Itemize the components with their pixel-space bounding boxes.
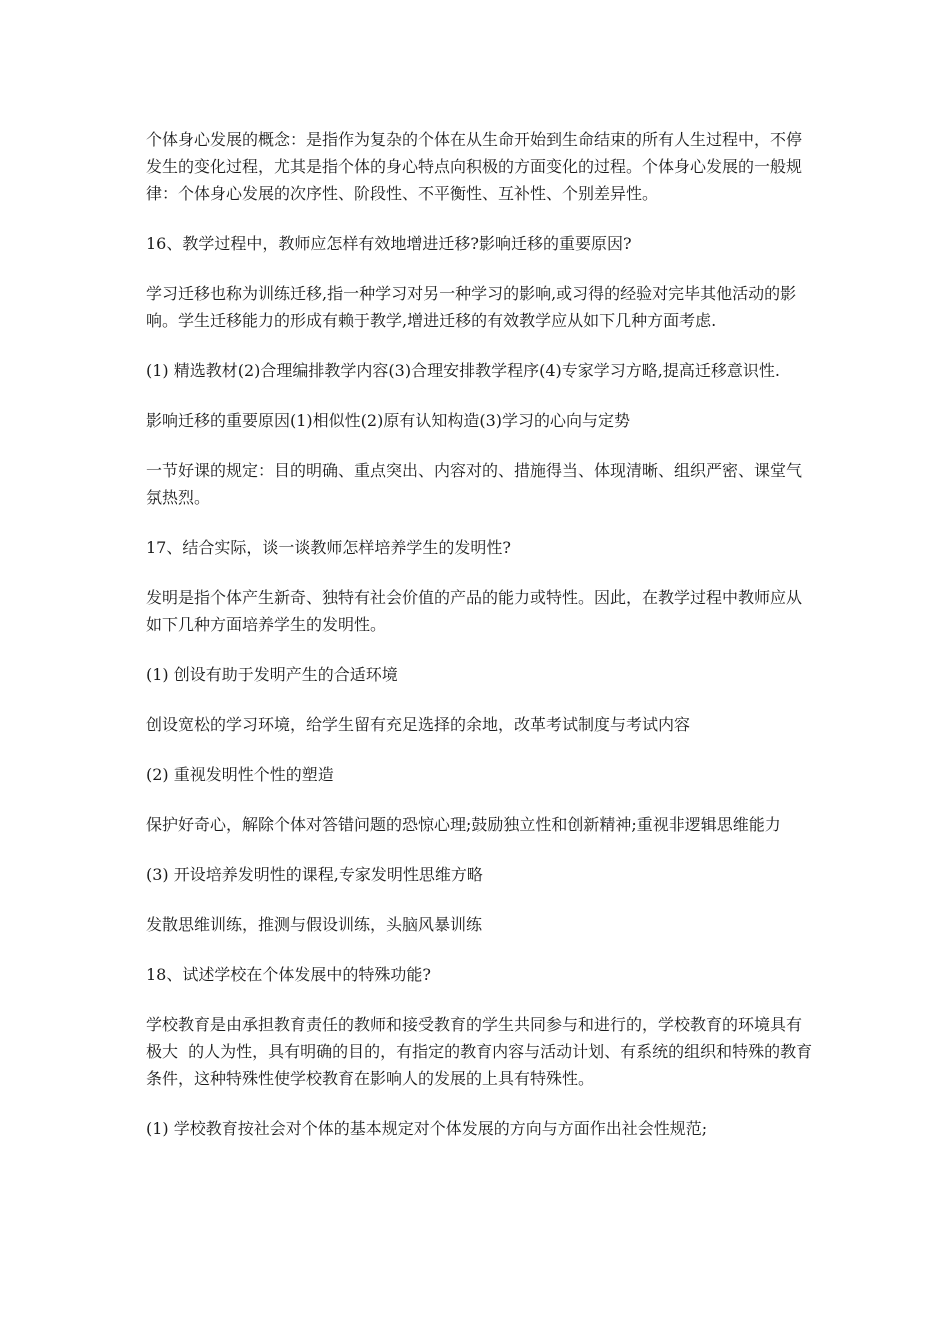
- document-body: [146, 126, 816, 1165]
- paragraph-transfer-factors: 影响迁移的重要原因(1)相似性(2)原有认知构造(3)学习的心向与定势: [146, 411, 630, 430]
- list-item-creativity-2: (2) 重视发明性个性的塑造: [146, 765, 334, 784]
- paragraph-school-education: 学校教育是由承担教育责任的教师和接受教育的学生共同参与和进行的，学校教育的环境具有极大 的人为性，具有明确的目的，有指定的教育内容与活动计划、有系统的组织和特殊的教育条件，这种特殊性使学校教育在影响人的发展的上具有特殊性。: [146, 1015, 813, 1088]
- question-17-heading: 17、结合实际，谈一谈教师怎样培养学生的发明性?: [146, 538, 511, 557]
- paragraph-good-lesson: 一节好课的规定：目的明确、重点突出、内容对的、措施得当、体现清晰、组织严密、课堂气氛热烈。: [146, 461, 803, 507]
- list-item-school-function-1: (1) 学校教育按社会对个体的基本规定对个体发展的方向与方面作出社会性规范;: [146, 1119, 708, 1138]
- question-18-heading: 18、试述学校在个体发展中的特殊功能?: [146, 965, 431, 984]
- paragraph-transfer-measures: (1) 精选教材(2)合理编排教学内容(3)合理安排教学程序(4)专家学习方略,提高迁移意识性.: [146, 361, 780, 380]
- question-16-heading: 16、教学过程中，教师应怎样有效地增进迁移?影响迁移的重要原因?: [146, 234, 632, 253]
- paragraph-development-concept: 个体身心发展的概念：是指作为复杂的个体在从生命开始到生命结束的所有人生过程中，不停发生的变化过程，尤其是指个体的身心特点向积极的方面变化的过程。个体身心发展的一般规律：个体身心发展的次序性、阶段性、不平衡性、互补性、个别差异性。: [146, 130, 803, 203]
- paragraph-creativity-1-detail: 创设宽松的学习环境，给学生留有充足选择的余地，改革考试制度与考试内容: [146, 715, 691, 734]
- paragraph-creativity-definition: 发明是指个体产生新奇、独特有社会价值的产品的能力或特性。因此，在教学过程中教师应从如下几种方面培养学生的发明性。: [146, 588, 803, 634]
- list-item-creativity-3: (3) 开设培养发明性的课程,专家发明性思维方略: [146, 865, 483, 884]
- paragraph-transfer-definition: 学习迁移也称为训练迁移,指一种学习对另一种学习的影响,或习得的经验对完毕其他活动的影响。学生迁移能力的形成有赖于教学,增进迁移的有效教学应从如下几种方面考虑.: [146, 284, 797, 330]
- paragraph-creativity-3-detail: 发散思维训练，推测与假设训练，头脑风暴训练: [146, 915, 483, 934]
- list-item-creativity-1: (1) 创设有助于发明产生的合适环境: [146, 665, 398, 684]
- paragraph-creativity-2-detail: 保护好奇心，解除个体对答错问题的恐惊心理;鼓励独立性和创新精神;重视非逻辑思维能力: [146, 815, 781, 834]
